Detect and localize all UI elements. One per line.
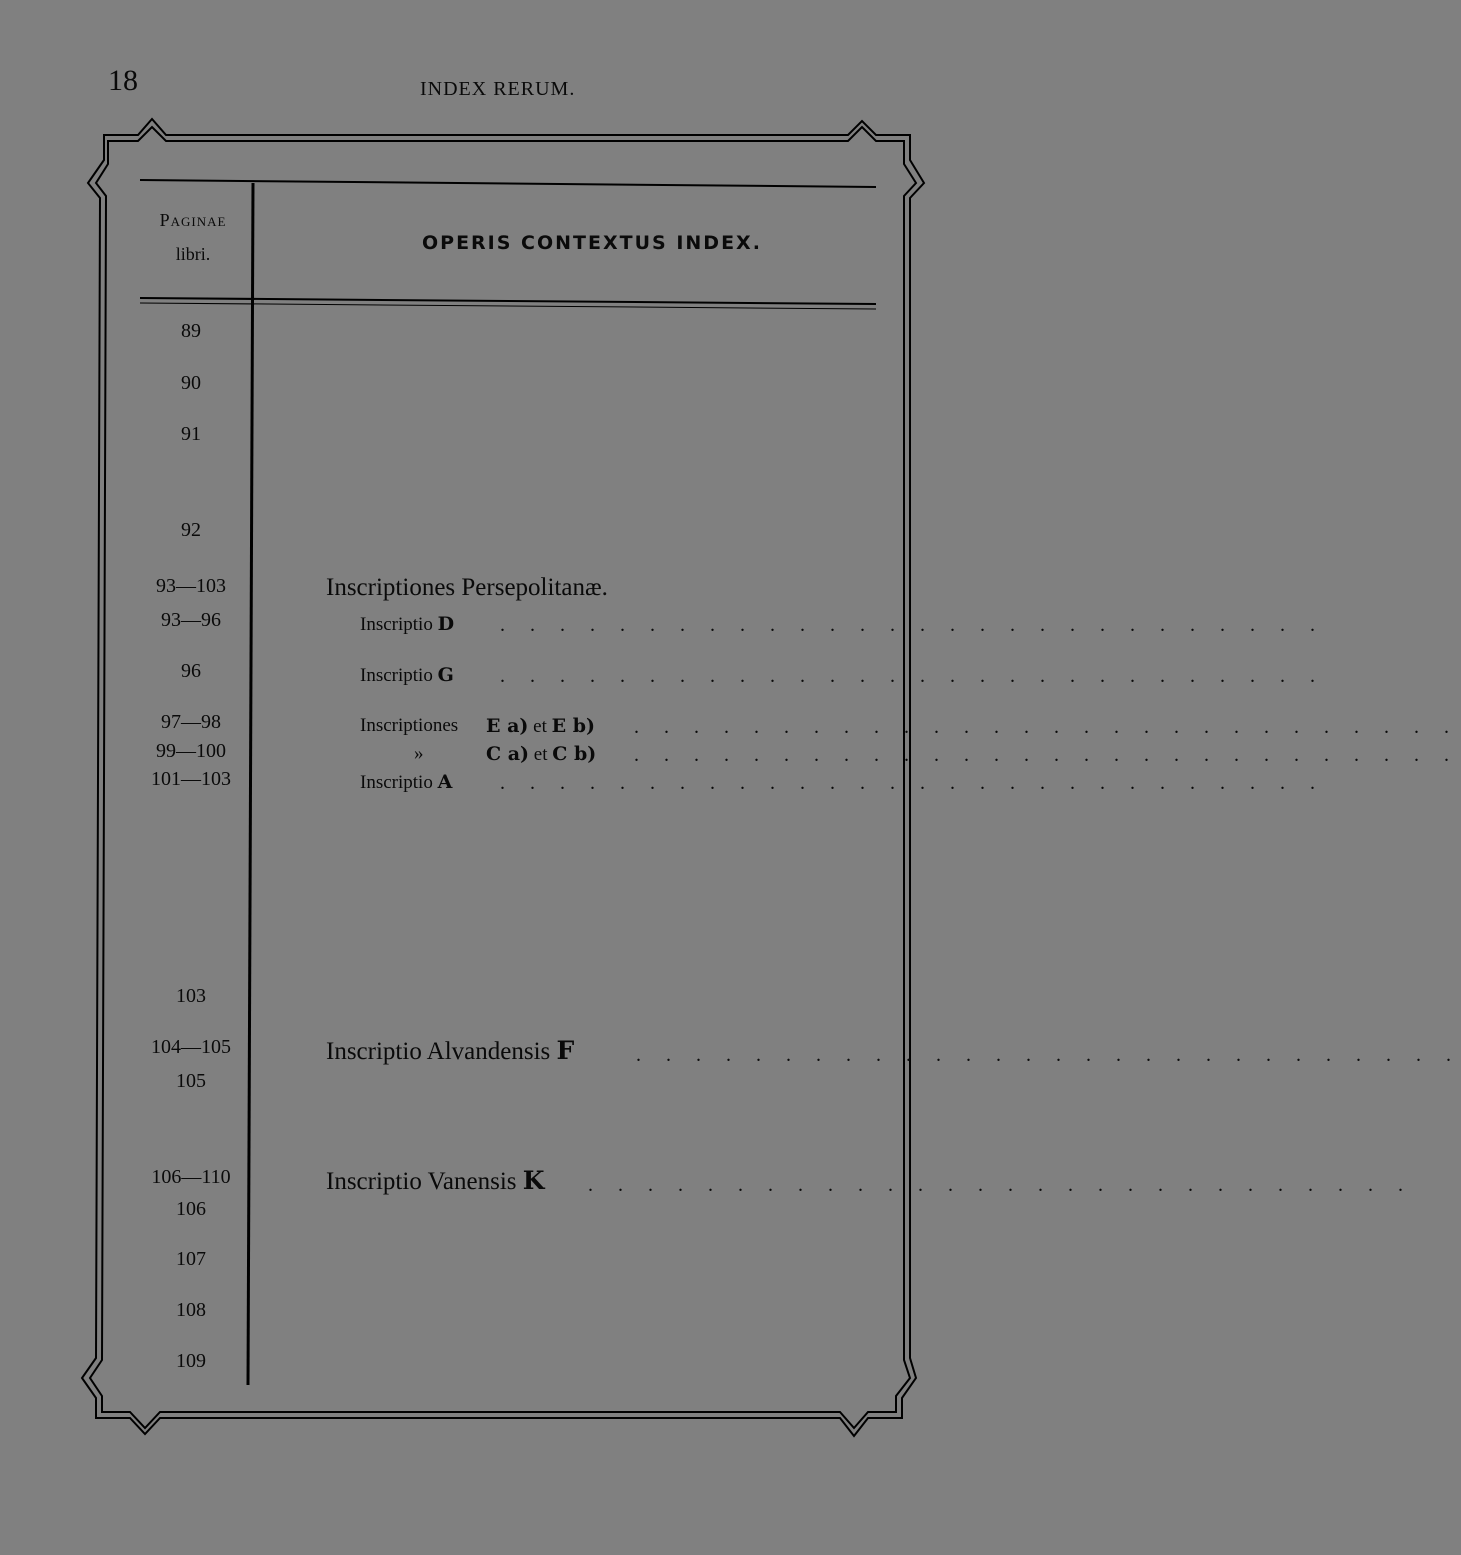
entry-e-parts: [486, 715, 595, 738]
page-ref: 92: [181, 519, 201, 541]
page-ref: 104—105: [151, 1036, 231, 1058]
entry-label: Inscriptio: [360, 772, 433, 793]
leader-dots: . . . . . . . . . . . . . . . . . . . . . . . . . . . .: [636, 1044, 1461, 1066]
page-ref: 105: [176, 1070, 206, 1092]
ditto-mark: »: [414, 743, 424, 764]
entry-letter: E b): [551, 715, 595, 737]
column-header-title: OPERIS CONTEXTUS INDEX.: [422, 232, 762, 254]
page-ref: 109: [176, 1350, 206, 1372]
entry-letter: G: [437, 664, 454, 686]
entry-letter: C b): [552, 743, 597, 765]
leader-dots: . . . . . . . . . . . . . . . . . . . . . . . . . . . .: [500, 772, 1325, 794]
leader-dots: . . . . . . . . . . . . . . . . . . . . . . . . . . . .: [588, 1174, 1413, 1196]
entry-label: Inscriptio: [360, 614, 433, 635]
page-ref: 108: [176, 1299, 206, 1321]
entry-label: Inscriptiones: [360, 715, 459, 736]
entry-c-parts: [486, 743, 596, 766]
page-ref: 93—96: [161, 609, 221, 631]
leader-dots: . . . . . . . . . . . . . . . . . . . . . . . . . . . .: [634, 716, 1459, 738]
entry-inscriptio-g: [360, 664, 454, 687]
column-header-libri: libri.: [175, 244, 211, 264]
entry-letter: K: [522, 1166, 545, 1195]
entry-conjunction: et: [533, 716, 547, 737]
page-ref: 99—100: [156, 740, 226, 762]
entry-alvandensis: [326, 1036, 574, 1066]
page-ref: 89: [181, 320, 201, 342]
entry-letter: E a): [486, 715, 529, 737]
page-ref: 101—103: [151, 768, 231, 790]
entry-conjunction: et: [533, 744, 548, 765]
page-ref: 90: [181, 372, 201, 394]
leader-dots: . . . . . . . . . . . . . . . . . . . . . . . . . . . .: [634, 744, 1459, 766]
entry-letter: D: [437, 613, 455, 635]
section-heading-persepolitanae: Inscriptiones Persepolitanæ.: [326, 574, 608, 601]
entry-letter: A: [437, 771, 453, 793]
entry-inscriptio-d: [360, 613, 454, 636]
page-ref: 106: [176, 1198, 206, 1220]
page-ref: 106—110: [151, 1166, 231, 1188]
page-ref: 97—98: [161, 711, 221, 733]
entry-inscriptiones-e: [360, 715, 458, 737]
entry-label: Inscriptio: [360, 665, 433, 686]
page-ref: 91: [181, 423, 201, 445]
entry-letter: C a): [486, 743, 530, 765]
page-ref: 93—103: [156, 575, 226, 597]
page-ref: 107: [176, 1248, 206, 1270]
page-ref: 103: [176, 985, 206, 1007]
entry-letter: F: [556, 1036, 575, 1065]
entry-inscriptio-a: [360, 771, 452, 794]
entry-label: Inscriptio Vanensis: [326, 1168, 517, 1195]
page-number: 18: [108, 64, 138, 97]
leader-dots: . . . . . . . . . . . . . . . . . . . . . . . . . . . .: [500, 614, 1325, 636]
entry-label: Inscriptio Alvandensis: [326, 1038, 551, 1065]
page-ref: 96: [181, 660, 201, 682]
entry-vanensis: [326, 1166, 544, 1196]
leader-dots: . . . . . . . . . . . . . . . . . . . . . . . . . . . .: [500, 665, 1325, 687]
running-head: INDEX RERUM.: [420, 78, 576, 100]
column-header-paginae: Paginae: [159, 210, 227, 230]
